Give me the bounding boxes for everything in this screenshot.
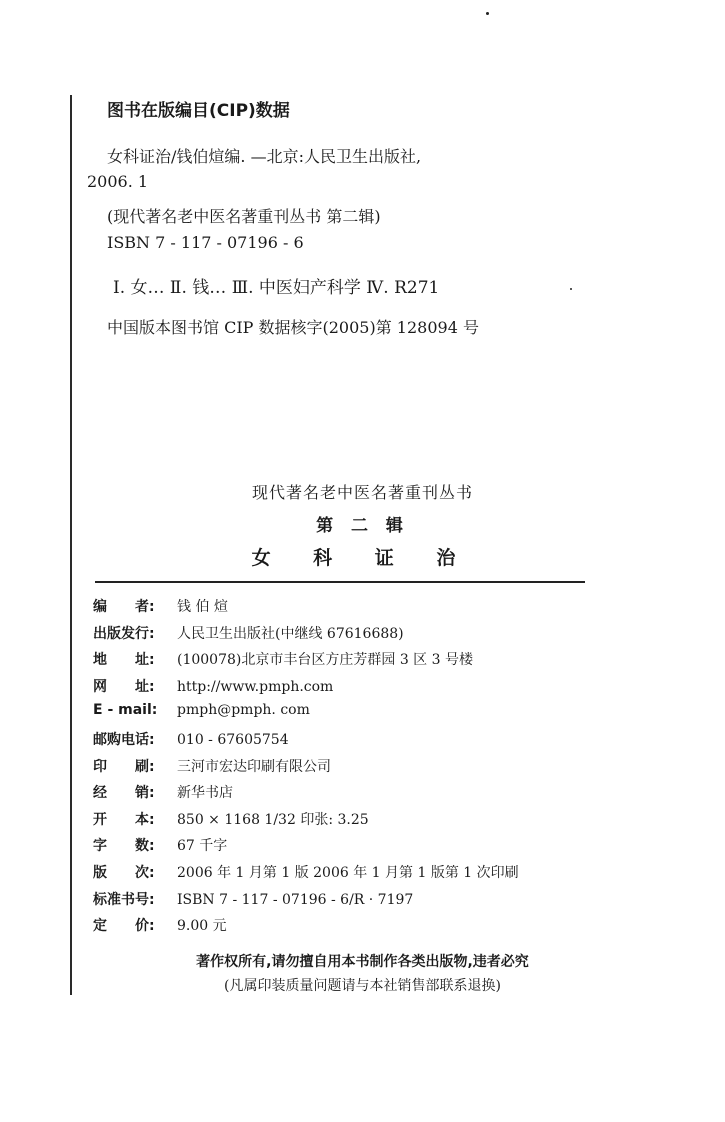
cip-line-3: (现代著名老中医名著重刊丛书 第二辑): [107, 207, 381, 226]
colophon-label: 邮购电话:: [93, 732, 155, 748]
cip-line-4: ISBN 7 - 117 - 07196 - 6: [107, 233, 304, 252]
colophon-row: [93, 756, 331, 778]
colophon-label: 字 数:: [93, 838, 155, 855]
colophon-value: 850 × 1168 1/32 印张: 3.25: [177, 811, 369, 828]
colophon-row: [93, 835, 227, 857]
colophon-label: 经 销:: [93, 785, 155, 802]
volume-label: 第 二 辑: [316, 516, 409, 536]
colophon-label: 印 刷:: [93, 758, 155, 775]
cip-heading: 图书在版编目(CIP)数据: [107, 101, 290, 121]
colophon-row: [93, 702, 310, 724]
colophon-row: [93, 862, 519, 884]
scan-speck: [570, 288, 572, 290]
colophon-label: 标准书号:: [93, 891, 155, 908]
scan-speck: [486, 12, 489, 15]
colophon-value: 2006 年 1 月第 1 版 2006 年 1 月第 1 版第 1 次印刷: [177, 865, 519, 881]
colophon-value: 钱 伯 煊: [177, 599, 228, 615]
copyright-notice: 著作权所有,请勿擅自用本书制作各类出版物,违者必究: [196, 954, 529, 970]
colophon-label: 地 址:: [93, 652, 155, 669]
colophon-label: 出版发行:: [93, 625, 155, 642]
cip-line-2: 2006. 1: [87, 172, 149, 191]
colophon-label: 网 址:: [93, 678, 155, 695]
colophon-label: E - mail:: [93, 702, 158, 719]
returns-notice: (凡属印装质量问题请与本社销售部联系退换): [224, 978, 501, 994]
colophon-row: [93, 676, 333, 698]
cip-line-6: 中国版本图书馆 CIP 数据核字(2005)第 128094 号: [107, 318, 479, 337]
cip-line-5: Ⅰ. 女… Ⅱ. 钱… Ⅲ. 中医妇产科学 Ⅳ. R271: [113, 278, 440, 298]
colophon-row: [93, 596, 228, 618]
cip-line-1: 女科证治/钱伯煊编. —北京:人民卫生出版社,: [107, 147, 422, 166]
colophon-value: 9.00 元: [177, 918, 227, 935]
colophon-row: [93, 649, 473, 671]
colophon-value: ISBN 7 - 117 - 07196 - 6/R · 7197: [177, 891, 414, 908]
colophon-value: http://www.pmph.com: [177, 678, 334, 695]
divider: [95, 581, 585, 583]
colophon-row: [93, 623, 404, 645]
colophon-value: 三河市宏达印刷有限公司: [177, 758, 331, 775]
colophon-value: 人民卫生出版社(中继线 67616688): [177, 625, 404, 642]
colophon-value: (100078)北京市丰台区方庄芳群园 3 区 3 号楼: [177, 652, 473, 669]
colophon-label: 编 者:: [93, 599, 155, 615]
series-title: 现代著名老中医名著重刊丛书: [251, 483, 473, 502]
colophon-value: 67 千字: [177, 838, 228, 855]
colophon-row: [93, 915, 227, 937]
colophon-label: 开 本:: [93, 811, 155, 828]
colophon-label: 定 价:: [93, 918, 155, 935]
colophon-value: pmph@pmph. com: [177, 702, 310, 719]
colophon-row: [93, 889, 413, 911]
colophon-label: 版 次:: [93, 865, 155, 881]
colophon-row: [93, 782, 233, 804]
colophon-row: [93, 809, 369, 831]
book-title: 女 科 证 治: [251, 547, 474, 569]
colophon-value: 010 - 67605754: [177, 732, 289, 748]
colophon-row: [93, 729, 289, 751]
colophon-value: 新华书店: [177, 785, 233, 802]
